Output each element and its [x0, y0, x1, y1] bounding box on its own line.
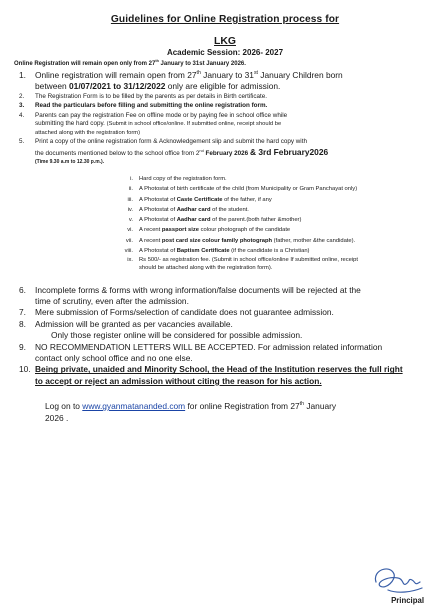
guideline-item-4: 4. Parents can pay the registration Fee on offline mode or by paying fee in school office while submitting the hard copy. (Submit in school office/online. If submitted online, receipt should be attached along with the registration form): [19, 111, 288, 136]
guideline-item-7: 7. Mere submission of Forms/selection of candidate does not guarantee admission.: [19, 307, 334, 318]
document-item-4: iv. A Photostat of Aadhar card of the student.: [127, 206, 249, 213]
document-item-3: iii. A Photostat of Caste Certificate of the father, if any: [127, 196, 272, 203]
document-item-5: v. A Photostat of Aadhar card of the parent.(both father &mother): [128, 217, 302, 224]
document-item-7: vii. A recent post card size colour family photograph (father, mother &the candidate).: [125, 237, 356, 244]
website-link[interactable]: www.gyanmatananded.com: [82, 401, 186, 412]
academic-session: Academic Session: 2026- 2027: [166, 48, 284, 57]
required-documents-list: [35, 174, 436, 273]
document-item-8: viii. A Photostat of Baptism Certificate (if the candidate is a Christian): [124, 248, 310, 255]
class-heading: LKG: [214, 36, 236, 47]
document-item-1: i. Hard copy of the registration form.: [130, 175, 227, 182]
guideline-item-2: 2. The Registration Form is to be filled by the parents as per details in Birth certificate.: [19, 93, 268, 101]
document-item-6: vi. A recent passport size colour photograph of the candidate: [127, 227, 291, 234]
signatory-title: Principal: [391, 596, 424, 605]
guideline-item-6: 6. Incomplete forms & forms with wrong information/false documents will be rejected at the time of scrutiny, even after the admission.: [19, 284, 361, 306]
guideline-item-9: 9. NO RECOMMENDATION LETTERS WILL BE ACCEPTED. For admission related information contact only school office and no one else.: [19, 341, 383, 363]
guideline-item-10: 10. Being private, unaided and Minority School, the Head of the Institution reserves the full right to accept or reject an admission without citing the reason for his action.: [19, 364, 403, 386]
registration-window-note: Online Registration will remain open only from 27th January to 31st January 2026.: [14, 59, 246, 67]
logon-instruction: Log on to www.gyanmatananded.com for online Registration from 27th January 2026 .: [45, 401, 337, 423]
guideline-item-1: 1. Online registration will remain open from 27th January to 31st January Children born between 01/07/2021 to 31/12/2022 only are eligible for admission.: [19, 70, 343, 92]
guideline-item-3: 3. Read the particulars before filling and submitting the online registration form.: [19, 102, 268, 110]
document-item-9: ix. Rs 500/- as registration fee. (Submit in school office/online If submitted online, receipt should be attached along with the registration form).: [127, 257, 358, 271]
document-item-2: ii. A Photostat of birth certificate of the child (from Municipality or Gram Panchayat only): [128, 186, 358, 193]
guideline-item-8: 8. Admission will be granted as per vacancies available. Only those register online will be considered for possible admission.: [19, 318, 303, 341]
principal-signature: [368, 562, 426, 598]
document-title: Guidelines for Online Registration process for: [110, 14, 340, 25]
guideline-item-5: 5. Print a copy of the online registration form & Acknowledgement slip and submit the hard copy with the documents mentioned below to the school office from 2nd February 2026 & 3rd February2026 (Time 9.30 a.m to 12.30 p.m.). i. Hard copy of the registration form. ii. A Photostat of birth certificate of the child (from Municipality or Gram Panchayat only) iii. A Photostat of Caste Certificate of the father, if any iv. A Photostat of Aadhar card of the student. v. A Photostat of Aadhar card of the parent.(both father &mother) vi. A recent passport size colour photograph of the candidate vii. A recent post card size colour family photograph (father, mother &the candidate). viii. A Photostat of Baptism Certificate (if the candidate is a Christian) ix. Rs 500/- as registration fee. (Submit in school office/online If submitted online, receipt should be attached along with the registration form).: [14, 138, 436, 272]
guidelines-list: [14, 70, 436, 387]
